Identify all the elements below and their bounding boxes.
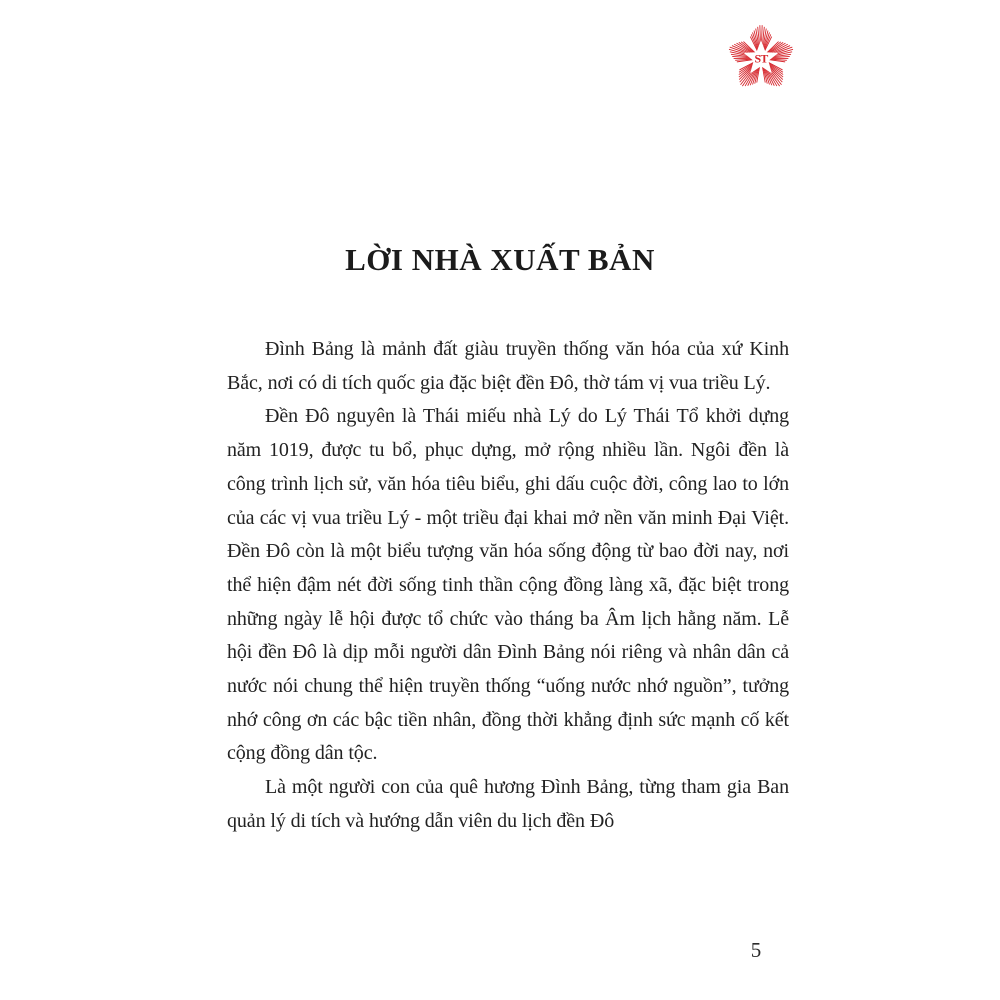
body-text <box>227 333 789 839</box>
paragraph-3: Là một người con của quê hương Đình Bảng, từng tham gia Ban quản lý di tích và hướng dẫn viên du lịch đền Đô <box>227 776 789 832</box>
starburst-logo-icon <box>724 20 798 94</box>
page-title: LỜI NHÀ XUẤT BẢN <box>345 242 655 277</box>
paragraph-1: Đình Bảng là mảnh đất giàu truyền thống văn hóa của xứ Kinh Bắc, nơi có di tích quốc gia đặc biệt đền Đô, thờ tám vị vua triều Lý. <box>227 338 789 394</box>
logo-monogram: ST <box>754 51 768 66</box>
publisher-logo <box>724 20 798 94</box>
paragraph-2: Đền Đô nguyên là Thái miếu nhà Lý do Lý Thái Tổ khởi dựng năm 1019, được tu bổ, phục dựng, mở rộng nhiều lần. Ngôi đền là công trình lịch sử, văn hóa tiêu biểu, ghi dấu cuộc đời, công lao to lớn của các vị vua triều Lý - một triều đại khai mở nền văn minh Đại Việt. Đền Đô còn là một biểu tượng văn hóa sống động từ bao đời nay, nơi thể hiện đậm nét đời sống tinh thần cộng đồng làng xã, đặc biệt trong những ngày lễ hội được tổ chức vào tháng ba Âm lịch hằng năm. Lễ hội đền Đô là dịp mỗi người dân Đình Bảng nói riêng và nhân dân cả nước nói chung thể hiện truyền thống “uống nước nhớ nguồn”, tưởng nhớ công ơn các bậc tiền nhân, đồng thời khẳng định sức mạnh cố kết cộng đồng dân tộc. <box>227 405 789 765</box>
page-number: 5 <box>750 938 762 962</box>
